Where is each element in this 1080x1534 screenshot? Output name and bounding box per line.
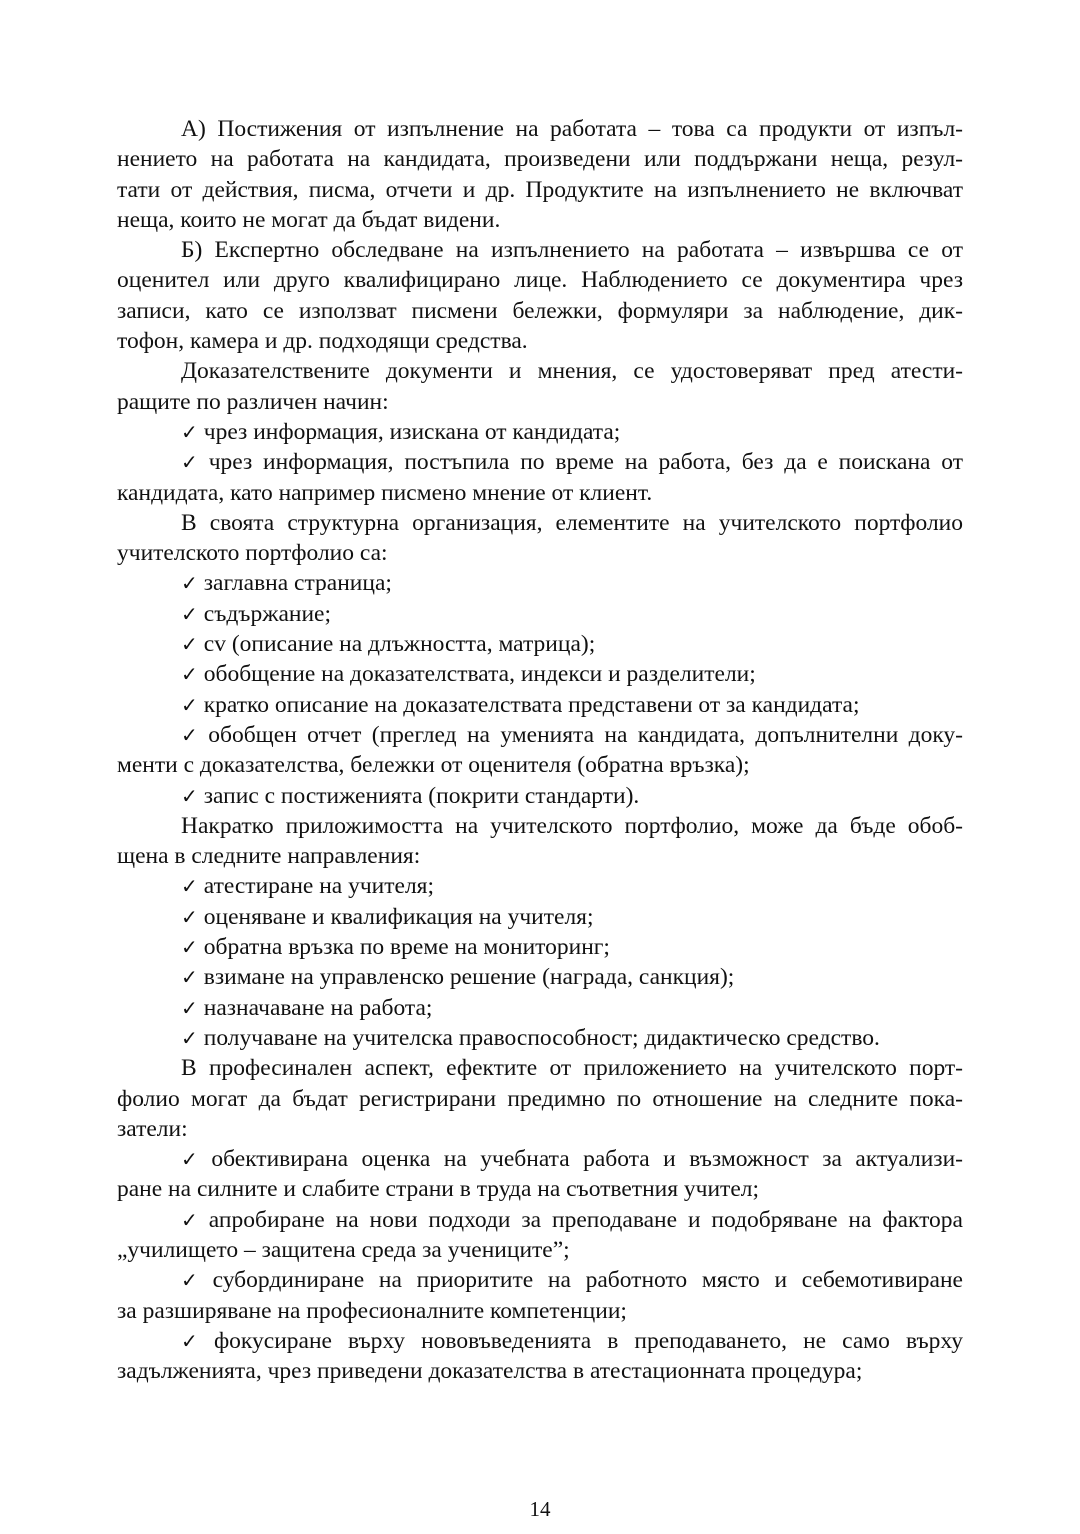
line-text: учителското портфолио са: [117, 540, 388, 567]
line-text: Б) Експертно обследване на изпълнението на работата – извършва се от [181, 237, 963, 264]
paragraph [117, 508, 963, 569]
checkmark-icon: ✓ [181, 995, 198, 1020]
checkmark-icon: ✓ [181, 1268, 207, 1293]
text-line [117, 932, 963, 962]
text-line [117, 1326, 963, 1356]
paragraph [117, 114, 963, 235]
checkmark-icon: ✓ [181, 904, 198, 929]
checkmark-icon: ✓ [181, 601, 198, 626]
bullet-item [117, 781, 963, 811]
bullet-item [117, 902, 963, 932]
text-line [117, 993, 963, 1023]
line-text: чрез информация, изискана от кандидата; [203, 418, 621, 445]
text-line [117, 1114, 963, 1144]
text-line [117, 1174, 963, 1204]
line-text: нението на работата на кандидата, произведени или поддържани неща, резул- [117, 146, 963, 173]
line-text: кратко описание на доказателствата представени от за кандидата; [203, 691, 860, 718]
text-line [117, 205, 963, 235]
line-text: ране на силните и слабите страни в труда на съответния учител; [117, 1176, 760, 1203]
bullet-item [117, 932, 963, 962]
line-text: тати от действия, писма, отчети и др. Продуктите на изпълнението не включват [117, 176, 963, 203]
bullet-item [117, 962, 963, 992]
line-text: съдържание; [203, 600, 331, 627]
text-line [117, 478, 963, 508]
bullet-item [117, 659, 963, 689]
checkmark-icon: ✓ [181, 783, 198, 808]
text-line [117, 902, 963, 932]
line-text: cv (описание на длъжността, матрица); [203, 631, 596, 658]
checkmark-icon: ✓ [181, 632, 198, 657]
text-line [117, 659, 963, 689]
text-line [117, 750, 963, 780]
text-line [117, 265, 963, 295]
checkmark-icon: ✓ [181, 662, 198, 687]
checkmark-icon: ✓ [181, 1025, 198, 1050]
text-line [117, 326, 963, 356]
line-text: чрез информация, постъпила по време на работа, без да е поискана от [208, 449, 963, 476]
text-line [117, 1023, 963, 1053]
paragraph [117, 811, 963, 872]
line-text: фокусиране върху нововъведенията в преподаването, не само върху [213, 1327, 963, 1354]
checkmark-icon: ✓ [181, 1147, 206, 1172]
line-text: А) Постижения от изпълнение на работата – това са продукти от изпъл- [181, 116, 963, 142]
bullet-item [117, 1144, 963, 1205]
bullet-item [117, 993, 963, 1023]
line-text: запис с постиженията (покрити стандарти). [203, 782, 640, 809]
line-text: назначаване на работа; [203, 994, 433, 1021]
checkmark-icon: ✓ [181, 965, 198, 990]
bullet-item [117, 1205, 963, 1266]
checkmark-icon: ✓ [181, 419, 198, 444]
text-line [117, 629, 963, 659]
text-line [117, 508, 963, 538]
line-text: тофон, камера и др. подходящи средства. [117, 328, 528, 355]
text-line [117, 417, 963, 447]
text-line [117, 235, 963, 265]
checkmark-icon: ✓ [181, 935, 198, 960]
line-text: менти с доказателства, бележки от оценителя (обратна връзка); [117, 752, 750, 779]
line-text: обобщен отчет (преглед на уменията на кандидата, допълнителни доку- [208, 721, 963, 748]
line-text: атестиране на учителя; [203, 873, 435, 900]
line-text: оценяване и квалификация на учителя; [203, 903, 594, 930]
text-line [117, 538, 963, 568]
checkmark-icon: ✓ [181, 722, 203, 747]
bullet-item [117, 690, 963, 720]
bullet-item [117, 871, 963, 901]
page-number: 14 [529, 1497, 551, 1521]
text-line [117, 1053, 963, 1083]
checkmark-icon: ✓ [181, 571, 198, 596]
bullet-item [117, 1265, 963, 1326]
line-text: записи, като се използват писмени бележки, формуляри за наблюдение, дик- [117, 297, 963, 324]
body-text [117, 114, 963, 1386]
line-text: задълженията, чрез приведени доказателства в атестационната процедура; [117, 1358, 863, 1385]
bullet-item [117, 629, 963, 659]
text-line [117, 1265, 963, 1295]
text-line [117, 1084, 963, 1114]
line-text: апробиране на нови подходи за преподаване и подобряване на фактора [208, 1206, 963, 1233]
text-line [117, 114, 963, 144]
paragraph [117, 1053, 963, 1144]
line-text: взимане на управленско решение (награда, санкция); [203, 964, 735, 991]
line-text: Доказателствените документи и мнения, се удостоверяват пред атести- [181, 358, 963, 385]
bullet-item [117, 720, 963, 781]
paragraph [117, 356, 963, 417]
text-line [117, 1356, 963, 1386]
line-text: Накратко приложимостта на учителското портфолио, може да бъде обоб- [181, 812, 963, 839]
line-text: за разширяване на професионалните компетенции; [117, 1297, 627, 1324]
line-text: кандидата, като например писмено мнение от клиент. [117, 479, 653, 506]
line-text: В професинален аспект, ефектите от приложението на учителското порт- [181, 1055, 963, 1082]
line-text: ращите по различен начин: [117, 388, 389, 415]
paragraph [117, 235, 963, 356]
line-text: оценител или друго квалифицирано лице. Наблюдението се документира чрез [117, 267, 963, 294]
bullet-item [117, 1023, 963, 1053]
line-text: обобщение на доказателствата, индекси и разделители; [203, 661, 756, 688]
bullet-item [117, 599, 963, 629]
bullet-item [117, 1326, 963, 1387]
line-text: получаване на учителска правоспособност; дидактическо средство. [203, 1024, 880, 1051]
checkmark-icon: ✓ [181, 450, 203, 475]
text-line [117, 387, 963, 417]
text-line [117, 962, 963, 992]
text-line [117, 1144, 963, 1174]
text-line [117, 781, 963, 811]
checkmark-icon: ✓ [181, 874, 198, 899]
line-text: субординиране на приоритите на работното място и себемотивиране [212, 1267, 963, 1294]
text-line [117, 175, 963, 205]
text-line [117, 811, 963, 841]
line-text: щена в следните направления: [117, 843, 421, 870]
bullet-item [117, 417, 963, 447]
text-line [117, 356, 963, 386]
text-line [117, 841, 963, 871]
text-line [117, 568, 963, 598]
line-text: затели: [117, 1115, 188, 1142]
text-line [117, 1235, 963, 1265]
text-line [117, 690, 963, 720]
text-line [117, 296, 963, 326]
line-text: обратна връзка по време на мониторинг; [203, 934, 610, 961]
line-text: заглавна страница; [203, 570, 392, 597]
bullet-item [117, 447, 963, 508]
text-line [117, 1205, 963, 1235]
bullet-item [117, 568, 963, 598]
line-text: обективирана оценка на учебната работа и възможност за актуализи- [211, 1146, 963, 1173]
text-line [117, 720, 963, 750]
text-line [117, 599, 963, 629]
line-text: В своята структурна организация, елементите на учителското портфолио [181, 509, 963, 536]
text-line [117, 871, 963, 901]
text-line [117, 447, 963, 477]
checkmark-icon: ✓ [181, 692, 198, 717]
line-text: фолио могат да бъдат регистрирани предимно по отношение на следните пока- [117, 1085, 963, 1112]
line-text: „училището – защитена среда за учениците”; [117, 1236, 570, 1263]
checkmark-icon: ✓ [181, 1328, 208, 1353]
checkmark-icon: ✓ [181, 1207, 203, 1232]
text-line [117, 144, 963, 174]
text-line [117, 1296, 963, 1326]
line-text: неща, които не могат да бъдат видени. [117, 206, 501, 233]
